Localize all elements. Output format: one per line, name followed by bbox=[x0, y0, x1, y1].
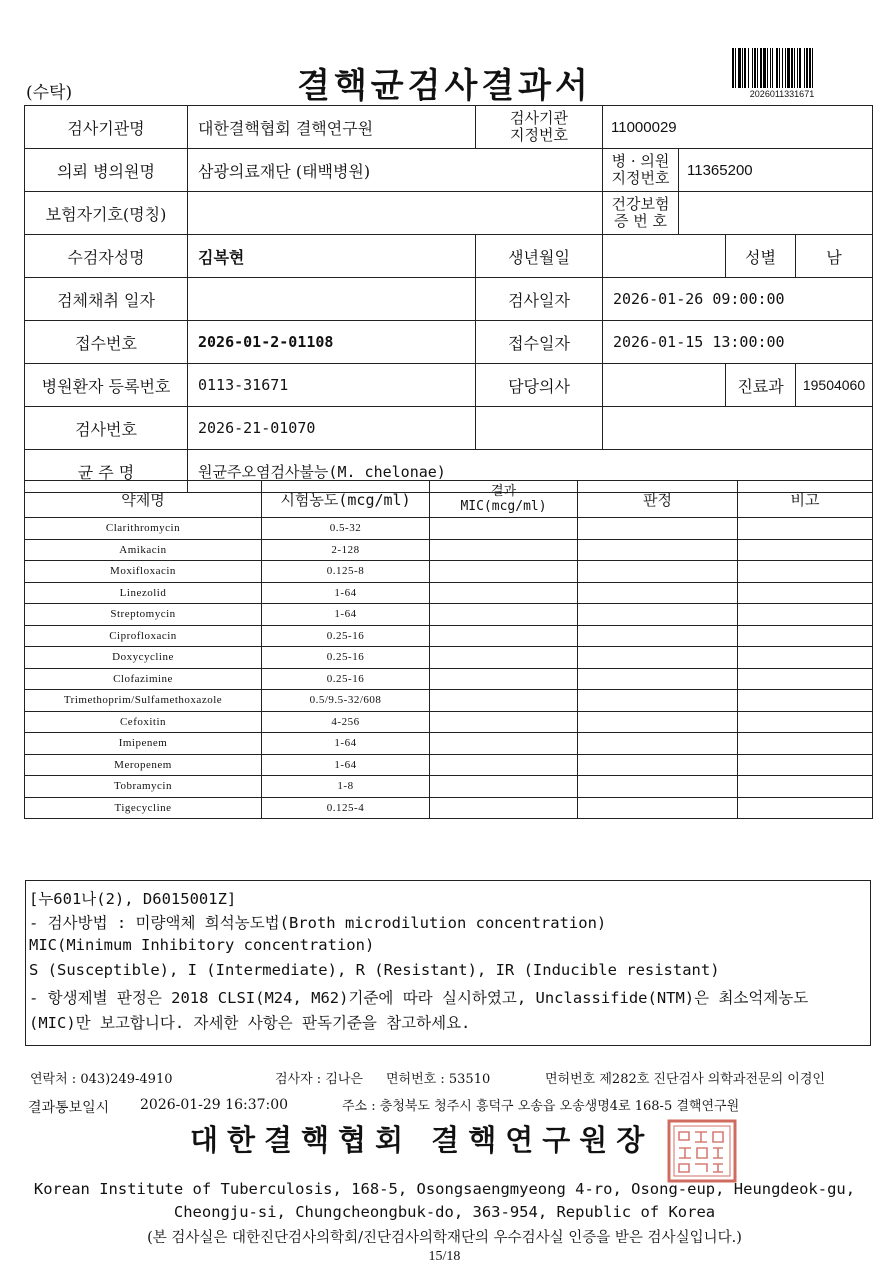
mic-result-cell bbox=[430, 604, 578, 626]
interpretation-cell bbox=[578, 647, 738, 669]
institution-label: 검사기관명 bbox=[25, 106, 188, 149]
test-range-cell: 1-64 bbox=[262, 604, 430, 626]
insured-value bbox=[188, 192, 603, 235]
health-ins-label-line1: 건강보험 bbox=[611, 195, 670, 213]
hosp-code-label bbox=[603, 149, 679, 192]
test-range-cell: 1-64 bbox=[262, 754, 430, 776]
barcode-bar bbox=[767, 48, 768, 88]
hosp-code-label-line2: 지정번호 bbox=[611, 169, 670, 187]
remark-cell bbox=[738, 518, 873, 540]
official-seal bbox=[665, 1118, 739, 1184]
drug-name-cell: Clarithromycin bbox=[25, 518, 262, 540]
remark-cell bbox=[738, 647, 873, 669]
test-range-cell: 0.25-16 bbox=[262, 647, 430, 669]
barcode-bar bbox=[763, 48, 766, 88]
remark-cell bbox=[738, 561, 873, 583]
drug-name-cell: Amikacin bbox=[25, 539, 262, 561]
license-number: 면허번호 : 53510 bbox=[386, 1072, 491, 1087]
barcode-bar bbox=[744, 48, 746, 88]
birth-value bbox=[603, 235, 726, 278]
mic-result-cell bbox=[430, 754, 578, 776]
barcode-bar bbox=[794, 48, 795, 88]
health-ins-value bbox=[679, 192, 873, 235]
inst-code-label-line1: 검사기관 bbox=[510, 109, 568, 127]
test-date-value: 2026-01-26 09:00:00 bbox=[603, 278, 873, 321]
barcode-bar bbox=[738, 48, 741, 88]
remark-cell bbox=[738, 797, 873, 819]
header-interpretation: 판정 bbox=[578, 481, 738, 518]
collect-date-label: 검체채취 일자 bbox=[25, 278, 188, 321]
english-address-line1: Korean Institute of Tuberculosis, 168-5, Osongsaengmyeong 4-ro, Osong-eup, Heungdeok-gu, bbox=[33, 1180, 856, 1198]
table-row bbox=[25, 668, 873, 690]
note-line-1: [누601나(2), D6015001Z] bbox=[29, 890, 237, 908]
mic-result-cell bbox=[430, 668, 578, 690]
institute-name: 대한결핵협회 결핵연구원장 bbox=[190, 1123, 654, 1157]
remark-cell bbox=[738, 625, 873, 647]
drug-susceptibility-table bbox=[24, 480, 873, 819]
barcode-bar bbox=[770, 48, 771, 88]
test-range-cell: 1-64 bbox=[262, 582, 430, 604]
barcode-bar bbox=[760, 48, 762, 88]
drug-name-cell: Cefoxitin bbox=[25, 711, 262, 733]
drug-name-cell: Ciprofloxacin bbox=[25, 625, 262, 647]
interpretation-cell bbox=[578, 733, 738, 755]
specialist: 면허번호 제282호 진단검사 의학과전문의 이경인 bbox=[545, 1072, 825, 1087]
barcode-bar bbox=[757, 48, 758, 88]
drug-name-cell: Meropenem bbox=[25, 754, 262, 776]
note-line-5: - 항생제별 판정은 2018 CLSI(M24, M62)기준에 따라 실시하였고, Unclassifide(NTM)은 최소억제농도 bbox=[29, 989, 809, 1007]
certification-note: (본 검사실은 대한진단검사의학회/진단검사의학재단의 우수검사실 인증을 받은 검사실입니다.) bbox=[147, 1230, 742, 1246]
patient-name-value: 김복현 bbox=[188, 235, 476, 278]
drug-name-cell: Doxycycline bbox=[25, 647, 262, 669]
drug-name-cell: Clofazimine bbox=[25, 668, 262, 690]
dept-value: 19504060 bbox=[796, 364, 873, 407]
barcode-bar bbox=[785, 48, 786, 88]
hospital-label: 의뢰 병의원명 bbox=[25, 149, 188, 192]
interpretation-cell bbox=[578, 518, 738, 540]
mic-result-cell bbox=[430, 690, 578, 712]
test-no-value: 2026-21-01070 bbox=[188, 407, 476, 450]
doctor-label: 담당의사 bbox=[476, 364, 603, 407]
test-range-cell: 0.125-8 bbox=[262, 561, 430, 583]
document-title: 결핵균검사결과서 bbox=[297, 66, 592, 106]
test-no-label: 검사번호 bbox=[25, 407, 188, 450]
mic-result-cell bbox=[430, 733, 578, 755]
interpretation-cell bbox=[578, 754, 738, 776]
copy-mark: (수탁) bbox=[26, 83, 73, 103]
remark-cell bbox=[738, 690, 873, 712]
table-row bbox=[25, 776, 873, 798]
mic-result-cell bbox=[430, 625, 578, 647]
drug-name-cell: Linezolid bbox=[25, 582, 262, 604]
mic-result-cell bbox=[430, 539, 578, 561]
interpretation-cell bbox=[578, 690, 738, 712]
barcode-bar bbox=[742, 48, 743, 88]
mic-result-cell bbox=[430, 518, 578, 540]
page-number: 15/18 bbox=[428, 1249, 461, 1264]
barcode-bar bbox=[732, 48, 734, 88]
table-row bbox=[25, 690, 873, 712]
drug-name-cell: Tobramycin bbox=[25, 776, 262, 798]
barcode-number: 2026011331671 bbox=[749, 89, 815, 99]
interpretation-cell bbox=[578, 625, 738, 647]
barcode-bar bbox=[782, 48, 783, 88]
barcode-bar bbox=[812, 48, 813, 88]
barcode-bar bbox=[748, 48, 749, 88]
remark-cell bbox=[738, 668, 873, 690]
inst-code-label bbox=[476, 106, 603, 149]
test-range-cell: 0.125-4 bbox=[262, 797, 430, 819]
header-result-line1: 결과 bbox=[490, 484, 517, 499]
receipt-date-label: 접수일자 bbox=[476, 321, 603, 364]
drug-name-cell: Streptomycin bbox=[25, 604, 262, 626]
test-range-cell: 2-128 bbox=[262, 539, 430, 561]
interpretation-cell bbox=[578, 604, 738, 626]
test-range-cell: 4-256 bbox=[262, 711, 430, 733]
receipt-no-value: 2026-01-2-01108 bbox=[188, 321, 476, 364]
remark-cell bbox=[738, 604, 873, 626]
sex-label: 성별 bbox=[726, 235, 796, 278]
table-row bbox=[25, 604, 873, 626]
table-row bbox=[25, 518, 873, 540]
address: 주소 : 충청북도 청주시 흥덕구 오송읍 오송생명4로 168-5 결핵연구원 bbox=[342, 1099, 740, 1114]
remark-cell bbox=[738, 711, 873, 733]
birth-label: 생년월일 bbox=[476, 235, 603, 278]
mic-result-cell bbox=[430, 582, 578, 604]
table-row bbox=[25, 539, 873, 561]
table-row bbox=[25, 561, 873, 583]
remark-cell bbox=[738, 582, 873, 604]
reg-no-label: 병원환자 등록번호 bbox=[25, 364, 188, 407]
mic-result-cell bbox=[430, 647, 578, 669]
remark-cell bbox=[738, 733, 873, 755]
barcode-bar bbox=[752, 48, 753, 88]
test-range-cell: 0.25-16 bbox=[262, 625, 430, 647]
empty-cell bbox=[603, 407, 873, 450]
note-line-4: S (Susceptible), I (Intermediate), R (Resistant), IR (Inducible resistant) bbox=[29, 961, 720, 979]
inst-code-label-line2: 지정번호 bbox=[510, 126, 568, 144]
barcode-bar bbox=[787, 48, 790, 88]
table-row bbox=[25, 754, 873, 776]
empty-cell bbox=[476, 407, 603, 450]
english-address-line2: Cheongju-si, Chungcheongbuk-do, 363-954, Republic of Korea bbox=[173, 1203, 716, 1221]
note-line-3: MIC(Minimum Inhibitory concentration) bbox=[29, 936, 375, 954]
interpretation-cell bbox=[578, 561, 738, 583]
remark-cell bbox=[738, 539, 873, 561]
mic-result-cell bbox=[430, 711, 578, 733]
patient-info-table bbox=[24, 105, 873, 493]
test-range-cell: 0.5/9.5-32/608 bbox=[262, 690, 430, 712]
table-row bbox=[25, 582, 873, 604]
organism-label: 균 주 명 bbox=[25, 450, 188, 493]
barcode-bar bbox=[776, 48, 778, 88]
collect-date-value bbox=[188, 278, 476, 321]
report-label: 결과통보일시 bbox=[28, 1100, 110, 1116]
barcode-bar bbox=[797, 48, 798, 88]
method-notes-box bbox=[25, 880, 871, 1046]
patient-name-label: 수검자성명 bbox=[25, 235, 188, 278]
dept-label: 진료과 bbox=[726, 364, 796, 407]
receipt-no-label: 접수번호 bbox=[25, 321, 188, 364]
drug-name-cell: Tigecycline bbox=[25, 797, 262, 819]
test-range-cell: 1-64 bbox=[262, 733, 430, 755]
contact: 연락처 : 043)249-4910 bbox=[30, 1072, 173, 1087]
drug-name-cell: Imipenem bbox=[25, 733, 262, 755]
test-range-cell: 1-8 bbox=[262, 776, 430, 798]
mic-result-cell bbox=[430, 797, 578, 819]
mic-result-cell bbox=[430, 776, 578, 798]
barcode-bar bbox=[791, 48, 793, 88]
health-ins-label bbox=[603, 192, 679, 235]
doctor-value bbox=[603, 364, 726, 407]
sex-value: 남 bbox=[796, 235, 873, 278]
table-row bbox=[25, 711, 873, 733]
drug-name-cell: Trimethoprim/Sulfamethoxazole bbox=[25, 690, 262, 712]
remark-cell bbox=[738, 754, 873, 776]
header-range: 시험농도(mcg/ml) bbox=[262, 481, 430, 518]
table-row bbox=[25, 625, 873, 647]
barcode-bar bbox=[754, 48, 756, 88]
barcode-bar bbox=[809, 48, 811, 88]
interpretation-cell bbox=[578, 539, 738, 561]
interpretation-cell bbox=[578, 711, 738, 733]
interpretation-cell bbox=[578, 582, 738, 604]
barcode bbox=[732, 48, 832, 88]
examiner: 검사자 : 김나은 bbox=[275, 1072, 363, 1087]
inst-code-value: 11000029 bbox=[603, 106, 873, 149]
table-row bbox=[25, 797, 873, 819]
barcode-bar bbox=[735, 48, 736, 88]
interpretation-cell bbox=[578, 776, 738, 798]
drug-rows bbox=[25, 518, 873, 819]
note-line-6: (MIC)만 보고합니다. 자세한 사항은 판독기준을 참고하세요. bbox=[29, 1014, 471, 1032]
table-row bbox=[25, 733, 873, 755]
hosp-code-label-line1: 병 · 의원 bbox=[611, 152, 670, 170]
interpretation-cell bbox=[578, 668, 738, 690]
table-row bbox=[25, 647, 873, 669]
hosp-code-value: 11365200 bbox=[679, 149, 873, 192]
barcode-bar bbox=[799, 48, 801, 88]
insured-label: 보험자기호(명칭) bbox=[25, 192, 188, 235]
barcode-bar bbox=[806, 48, 808, 88]
remark-cell bbox=[738, 776, 873, 798]
barcode-bar bbox=[804, 48, 805, 88]
barcode-bar bbox=[779, 48, 780, 88]
test-date-label: 검사일자 bbox=[476, 278, 603, 321]
test-range-cell: 0.25-16 bbox=[262, 668, 430, 690]
hospital-value: 삼광의료재단 (태백병원) bbox=[188, 149, 603, 192]
report-datetime: 2026-01-29 16:37:00 bbox=[140, 1097, 289, 1113]
mic-result-cell bbox=[430, 561, 578, 583]
test-range-cell: 0.5-32 bbox=[262, 518, 430, 540]
barcode-bar bbox=[772, 48, 773, 88]
header-result-line2: MIC(mcg/ml) bbox=[460, 499, 547, 514]
health-ins-label-line2: 증 번 호 bbox=[613, 212, 667, 230]
header-remark: 비고 bbox=[738, 481, 873, 518]
note-line-2: - 검사방법 : 미량액체 희석농도법(Broth microdilution concentration) bbox=[29, 914, 607, 932]
reg-no-value: 0113-31671 bbox=[188, 364, 476, 407]
receipt-date-value: 2026-01-15 13:00:00 bbox=[603, 321, 873, 364]
header-drug: 약제명 bbox=[25, 481, 262, 518]
organism-value: 원균주오염검사불능(M. chelonae) bbox=[188, 450, 873, 493]
interpretation-cell bbox=[578, 797, 738, 819]
drug-name-cell: Moxifloxacin bbox=[25, 561, 262, 583]
header-result bbox=[430, 481, 578, 518]
institution-value: 대한결핵협회 결핵연구원 bbox=[188, 106, 476, 149]
